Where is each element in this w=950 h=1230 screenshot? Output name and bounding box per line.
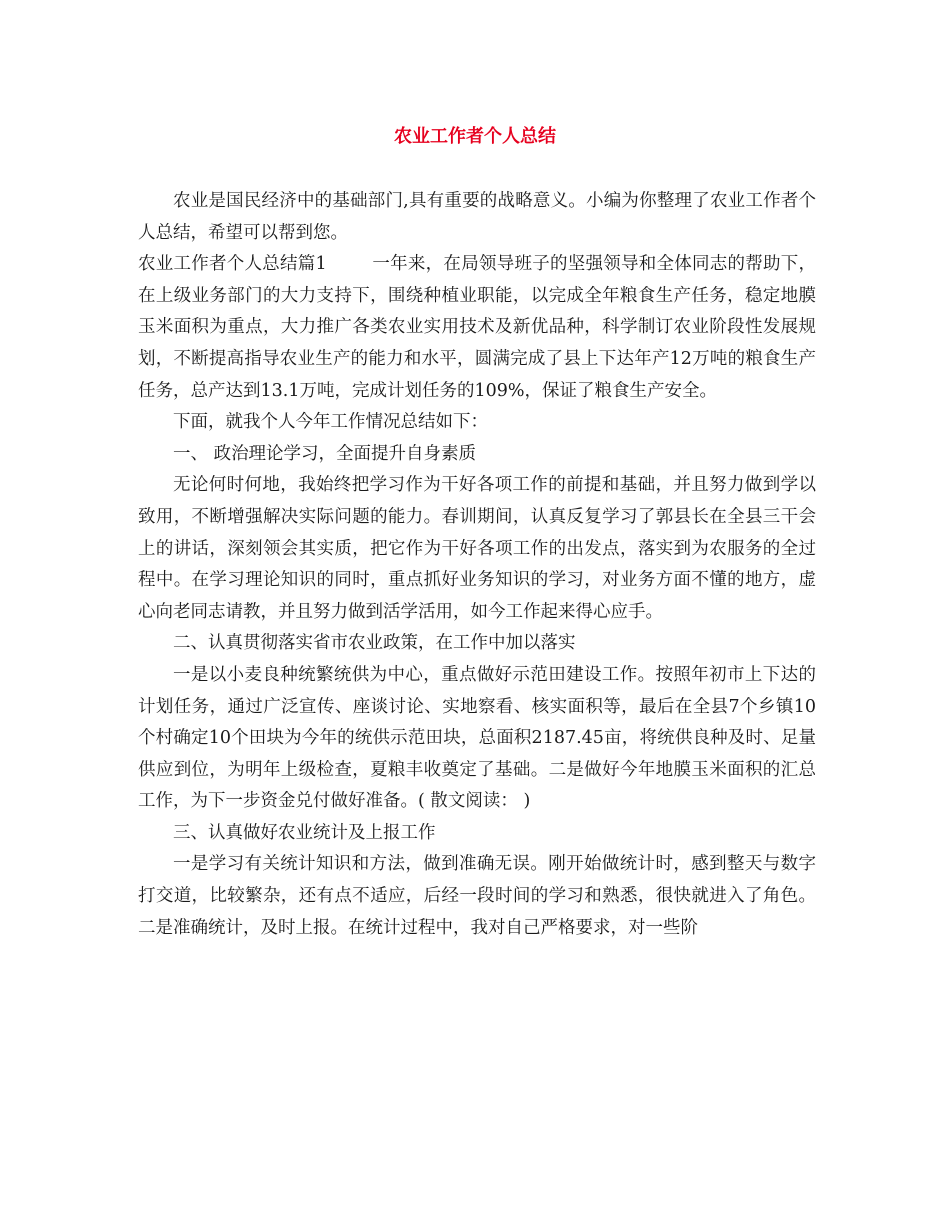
section-body-2: 一是以小麦良种统繁统供为中心，重点做好示范田建设工作。按照年初市上下达的计划任务，通过广泛宣传、座谈讨论、实地察看、核实面积等，最后在全县7个乡镇10个村确定10个田块为今年的统供示范田块，总面积2187.45亩，将统供良种及时、足量供应到位，为明年上级检查，夏粮丰收奠定了基础。二是做好今年地膜玉米面积的汇总工作，为下一步资金兑付做好准备。( 散文阅读： ): [138, 664, 816, 812]
transition-paragraph: 下面，就我个人今年工作情况总结如下：: [173, 412, 488, 433]
section-body-1: 无论何时何地，我始终把学习作为干好各项工作的前提和基础，并且努力做到学以致用，不断增强解决实际问题的能力。春训期间，认真反复学习了郭县长在全县三干会上的讲话，深刻领会其实质，把它作为干好各项工作的出发点，落实到为农服务的全过程中。在学习理论知识的同时，重点抓好业务知识的学习，对业务方面不懂的地方，虚心向老同志请教，并且努力做到活学活用，如今工作起来得心应手。: [138, 475, 816, 622]
section-heading-3: 三、认真做好农业统计及上报工作: [173, 822, 436, 843]
document-title: 农业工作者个人总结: [394, 126, 556, 147]
article-heading: 农业工作者个人总结篇1: [138, 254, 327, 275]
document-body: [138, 186, 816, 944]
opening-paragraph: [138, 249, 816, 407]
opening-text: 一年来，在局领导班子的坚强领导和全体同志的帮助下，在上级业务部门的大力支持下，围绕种植业职能，以完成全年粮食生产任务，稳定地膜玉米面积为重点，大力推广各类农业实用技术及新优品种，科学制订农业阶段性发展规划，不断提高指导农业生产的能力和水平，圆满完成了县上下达年产12万吨的粮食生产任务，总产达到13.1万吨，完成计划任务的109%，保证了粮食生产安全。: [138, 254, 816, 401]
section-heading-2: 二、认真贯彻落实省市农业政策，在工作中加以落实: [173, 633, 576, 654]
section-heading-1: 一、 政治理论学习，全面提升自身素质: [173, 443, 477, 464]
intro-paragraph: 农业是国民经济中的基础部门,具有重要的战略意义。小编为你整理了农业工作者个人总结，希望可以帮到您。: [138, 191, 816, 243]
section-body-3: 一是学习有关统计知识和方法，做到准确无误。刚开始做统计时，感到整天与数字打交道，比较繁杂，还有点不适应，后经一段时间的学习和熟悉，很快就进入了角色。二是准确统计，及时上报。在统计过程中，我对自己严格要求，对一些阶: [138, 854, 816, 938]
